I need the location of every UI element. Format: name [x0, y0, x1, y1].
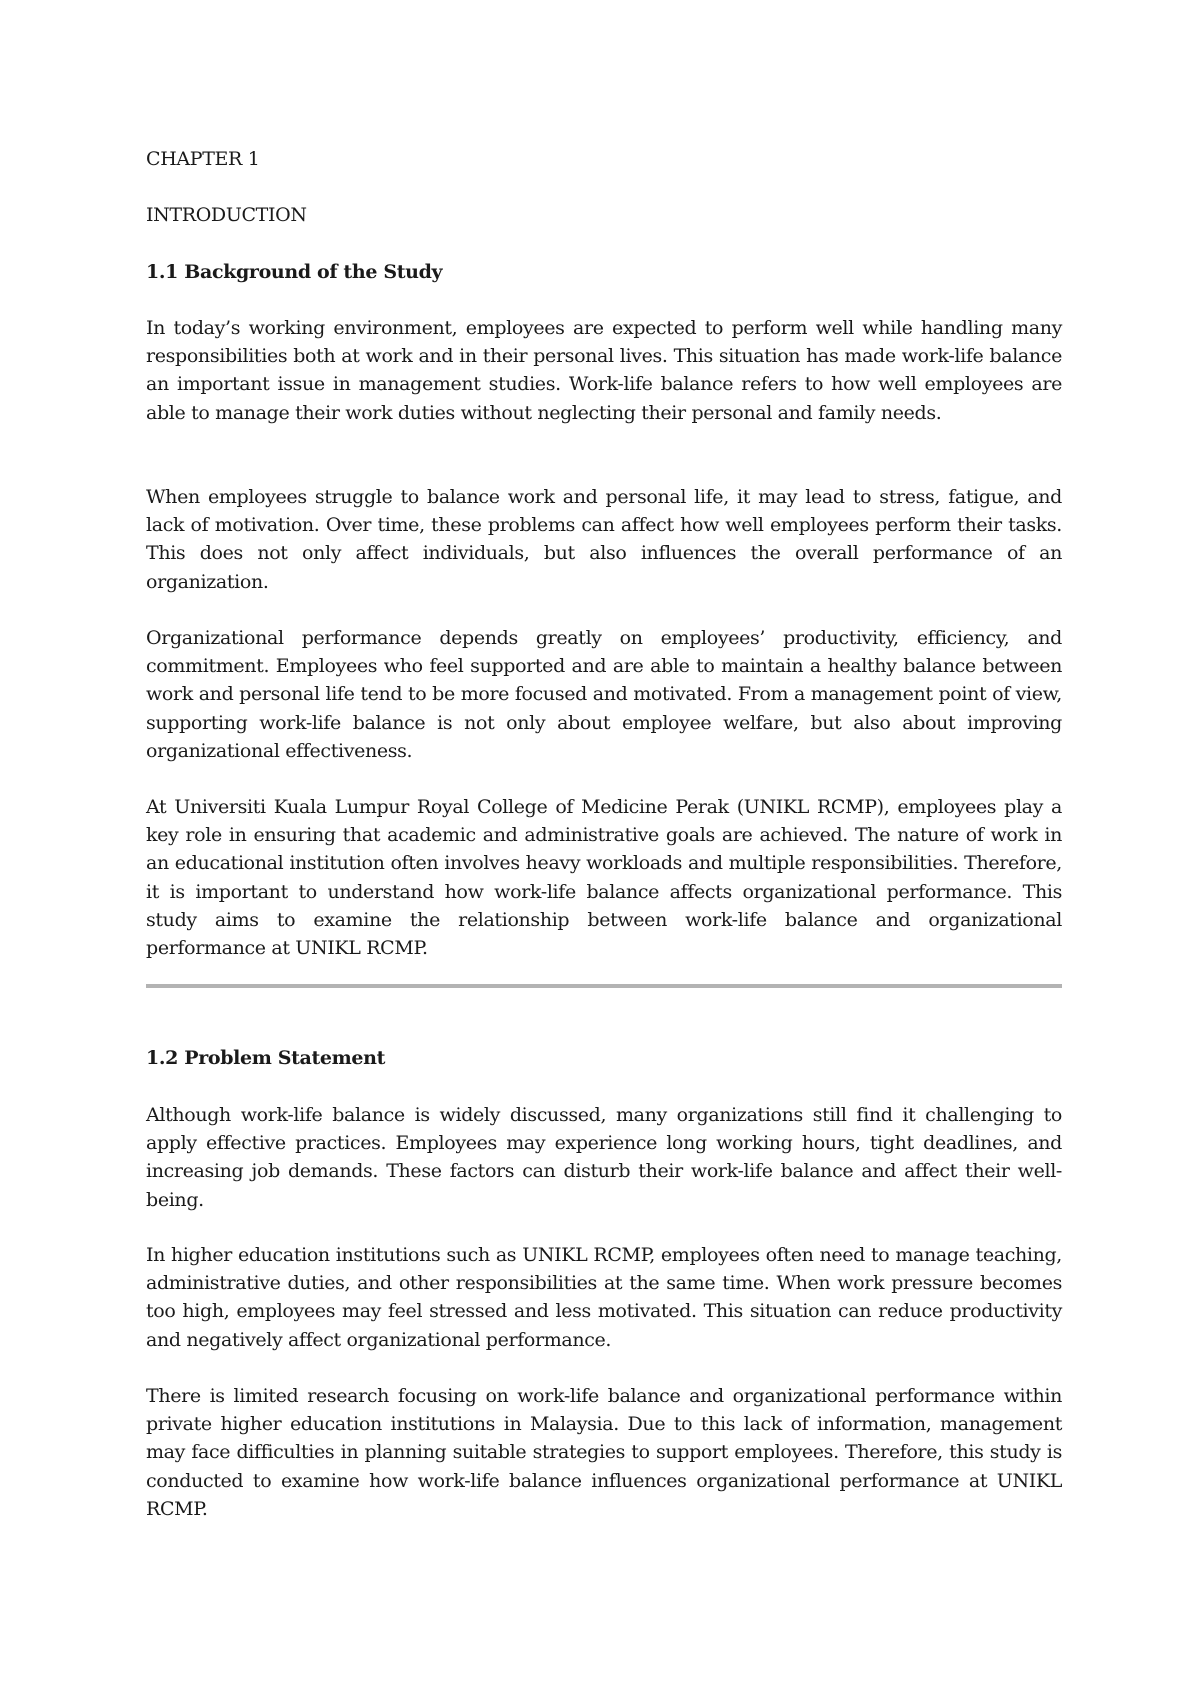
background-paragraph-3: Organizational performance depends greatly on employees’ productivity, efficiency, and commitment. Employees who feel supported and are able to maintain a healthy balance between work and personal life tend to be more focused and motivated. From a management point of view, supporting work-life balance is not only about employee welfare, but also about improving organizational effectiveness. [146, 627, 1062, 762]
chapter-label: CHAPTER 1 [146, 148, 260, 170]
background-paragraph-2: When employees struggle to balance work and personal life, it may lead to stress, fatigue, and lack of motivation. Over time, these problems can affect how well employees perform their tasks. This does not only affect individuals, but also influences the overall performance of an organization. [146, 486, 1062, 593]
problem-paragraph-1: Although work-life balance is widely discussed, many organizations still find it challenging to apply effective practices. Employees may experience long working hours, tight deadlines, and increasing job demands. These factors can disturb their work-life balance and affect their well-being. [146, 1104, 1062, 1211]
section-heading-problem-statement: 1.2 Problem Statement [146, 1047, 386, 1069]
problem-paragraph-3: There is limited research focusing on work-life balance and organizational performance within private higher education institutions in Malaysia. Due to this lack of information, management may face difficulties in planning suitable strategies to support employees. Therefore, this study is conducted to examine how work-life balance influences organizational performance at UNIKL RCMP. [146, 1385, 1062, 1520]
section-heading-background: 1.1 Background of the Study [146, 261, 443, 283]
problem-paragraph-2: In higher education institutions such as UNIKL RCMP, employees often need to manage teaching, administrative duties, and other responsibilities at the same time. When work pressure becomes too high, employees may feel stressed and less motivated. This situation can reduce productivity and negatively affect organizational performance. [146, 1244, 1062, 1351]
horizontal-divider [146, 984, 1062, 988]
background-paragraph-1: In today’s working environment, employees are expected to perform well while handling many responsibilities both at work and in their personal lives. This situation has made work-life balance an important issue in management studies. Work-life balance refers to how well employees are able to manage their work duties without neglecting their personal and family needs. [146, 317, 1062, 424]
chapter-title: INTRODUCTION [146, 204, 307, 226]
background-paragraph-4: At Universiti Kuala Lumpur Royal College of Medicine Perak (UNIKL RCMP), employees play a key role in ensuring that academic and administrative goals are achieved. The nature of work in an educational institution often involves heavy workloads and multiple responsibilities. Therefore, it is important to understand how work-life balance affects organizational performance. This study aims to examine the relationship between work-life balance and organizational performance at UNIKL RCMP. [146, 796, 1062, 960]
